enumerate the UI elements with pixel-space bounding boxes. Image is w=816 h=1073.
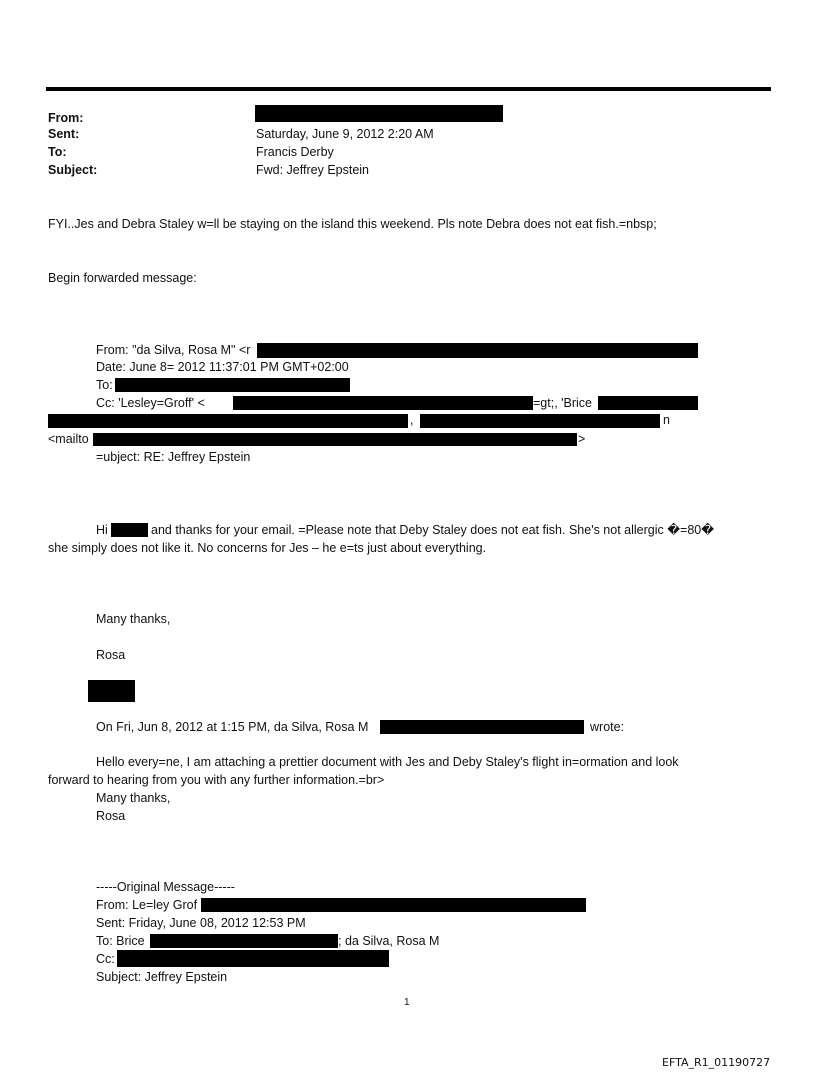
to-value: Francis Derby [256,145,334,159]
original-to-redaction [150,934,338,948]
signature-redaction [88,680,135,702]
fwd-date: Date: June 8= 2012 11:37:01 PM GMT+02:00 [96,360,349,374]
fwd-cc-gt: =gt;, 'Brice [533,396,593,410]
fwd-from: From: "da Silva, Rosa M" <r [96,343,251,357]
fwd-cc-n: n [663,413,670,427]
sent-value: Saturday, June 9, 2012 2:20 AM [256,127,434,141]
fwd-cc-comma: , [410,413,414,427]
original-to-suffix: ; da Silva, Rosa M [338,934,440,948]
subject-value: Fwd: Jeffrey Epstein [256,163,370,177]
fwd-to-redaction [115,378,350,392]
fwd-cc-mailto: <mailto [48,432,89,446]
original-sent: Sent: Friday, June 08, 2012 12:53 PM [96,916,306,930]
fwd-subject: =ubject: RE: Jeffrey Epstein [96,450,251,464]
to-label: To: [48,145,67,159]
fwd-from-redaction [257,343,698,358]
subject-label: Subject: [48,163,98,177]
from-label: From: [48,111,84,125]
document-id: EFTA_R1_01190727 [662,1056,771,1069]
sent-label: Sent: [48,127,80,141]
fwd-body-line1: and thanks for your email. =Please note that Deby Staley does not eat fish. She's not allergic �=80� [151,523,715,537]
fwd-cc-redaction-5 [93,433,577,446]
original-from: From: Le=ley Grof [96,898,198,912]
original-to-prefix: To: Brice [96,934,145,948]
original-cc: Cc: [96,952,115,966]
fwd-to: To: [96,378,113,392]
intro-text: FYI..Jes and Debra Staley w=ll be staying on the island this weekend. Pls note Debra does not eat fish.=nbsp; [48,217,657,231]
original-from-redaction [201,898,586,912]
fwd-sign: Rosa [96,648,126,662]
fwd-cc-redaction-2 [598,396,698,410]
from-redaction [255,105,503,122]
fwd-body-line2: she simply does not like it. No concerns for Jes – he e=ts just about everything. [48,541,487,555]
fwd-cc-start: Cc: 'Lesley=Groff' < [96,396,205,410]
original-marker: -----Original Message----- [96,880,235,894]
quoted-on-prefix: On Fri, Jun 8, 2012 at 1:15 PM, da Silva, Rosa M [96,720,369,734]
quoted-line1: Hello every=ne, I am attaching a prettier document with Jes and Deby Staley's flight in=ormation and look [96,755,679,769]
page-number: 1 [404,997,410,1008]
quoted-sign: Rosa [96,809,126,823]
quoted-line2: forward to hearing from you with any further information.=br> [48,773,385,787]
fwd-cc-end: > [578,432,586,446]
quoted-thanks: Many thanks, [96,791,171,805]
quoted-on-redaction [380,720,584,734]
quoted-on-suffix: wrote: [590,720,625,734]
original-subject: Subject: Jeffrey Epstein [96,970,228,984]
begin-forwarded: Begin forwarded message: [48,271,197,285]
fwd-cc-redaction-3 [48,414,408,428]
original-cc-redaction [117,950,389,967]
fwd-cc-redaction-1 [233,396,533,410]
fwd-cc-redaction-4 [420,414,660,428]
fwd-hi: Hi [96,523,108,537]
fwd-hi-redaction [111,523,148,537]
header-rule [46,87,771,91]
fwd-thanks: Many thanks, [96,612,171,626]
